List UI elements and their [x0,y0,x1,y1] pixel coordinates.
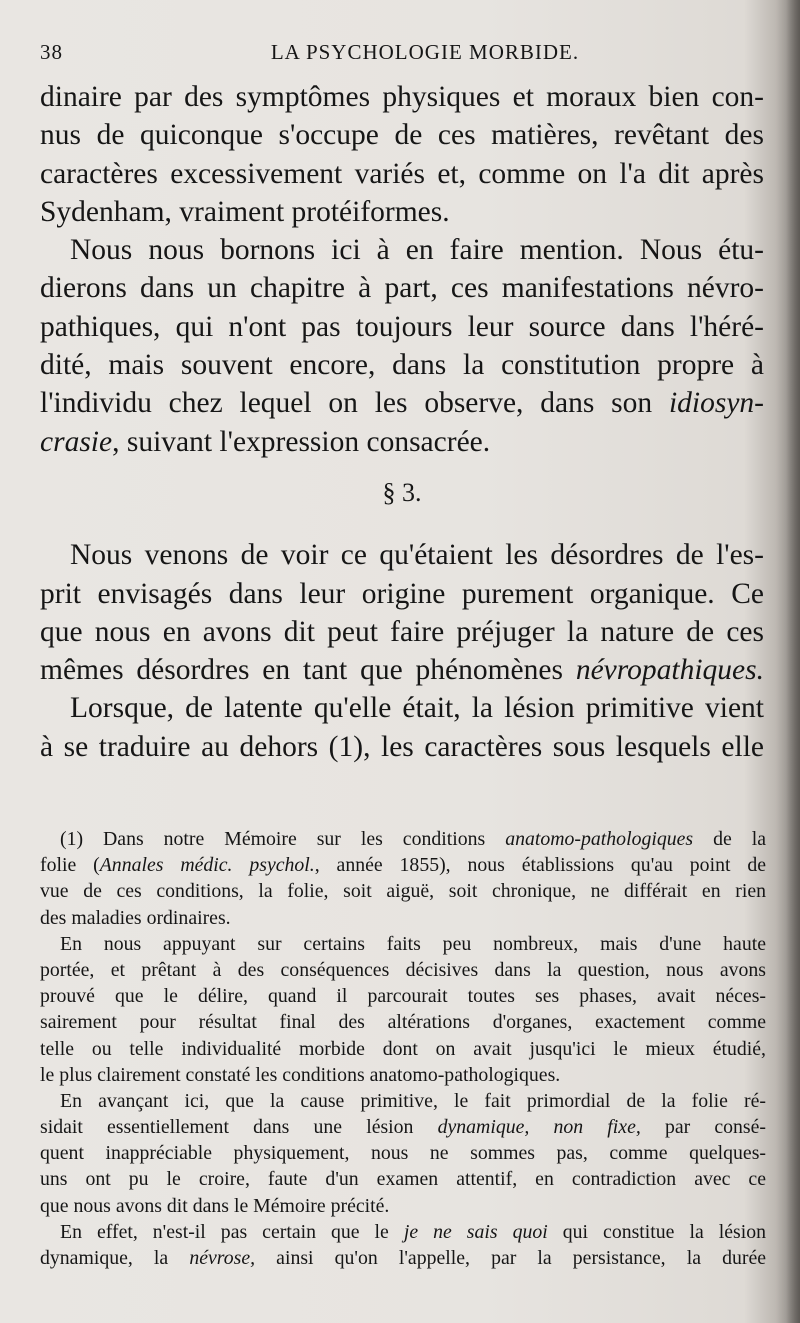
footnote-line: que nous avons dit dans le Mémoire précité. [40,1194,390,1217]
footnote-line: dynamique, la névrose, ainsi qu'on l'appelle, par la persistance, la durée [40,1247,767,1269]
italic-word: crasie [40,425,113,458]
italic-word: névropathiques. [575,654,765,687]
text-line: Sydenham, vraiment protéiformes. [40,195,450,228]
page-edge-shadow [786,0,800,1323]
text-line: dinaire par des symptômes physiques et moraux bien con- [40,81,764,113]
footnote-line: En effet, n'est-il pas certain que le je ne sais quoi qui constitue la lésion [60,1220,766,1243]
footnote-line: le plus clairement constaté les conditions anatomo-pathologiques. [40,1063,561,1086]
footnote-line: quent inappréciable physiquement, nous ne sommes pas, comme quelques- [40,1142,766,1165]
page-header [40,40,760,66]
footnote-line: En nous appuyant sur certains faits peu nombreux, mais d'une haute [60,932,766,955]
text-line: dierons dans un chapitre à part, ces manifestations névro- [40,272,764,305]
text-line: Nous venons de voir ce qu'étaient les désordres de l'es- [70,539,764,572]
footnote-line: (1) Dans notre Mémoire sur les conditions anatomo-pathologiques de la [60,828,766,850]
text-line: mêmes désordres en tant que phénomènes névropathiques. [40,654,765,687]
footnote-line: vue de ces conditions, la folie, soit aiguë, soit chronique, ne différait en rien [40,880,766,903]
text-line: nus de quiconque s'occupe de ces matières, revêtant des [40,119,764,152]
text-line: crasie, suivant l'expression consacrée. [40,425,491,458]
footnote-line: uns ont pu le croire, faute d'un examen attentif, en contradiction avec ce [40,1168,766,1191]
text-line: caractères excessivement variés et, comme on l'a dit après [40,157,764,190]
footnotes [40,826,766,1271]
page-number: 38 [40,40,63,64]
footnote-line: prouvé que le délire, quand il parcourait toutes ses phases, avait néces- [40,985,766,1008]
text-line: que nous en avons dit peut faire préjuger la nature de ces [40,615,764,648]
italic-word: idiosyn- [668,387,765,420]
footnote-line: sairement pour résultat final des altérations d'organes, exactement comme [40,1011,766,1034]
main-text [40,78,764,766]
text-line: Nous nous bornons ici à en faire mention. Nous étu- [70,234,764,267]
footnote-line: sidait essentiellement dans une lésion dynamique, non fixe, par consé- [40,1116,766,1139]
running-title: LA PSYCHOLOGIE MORBIDE. [270,40,580,64]
text-line: prit envisagés dans leur origine purement organique. Ce [40,577,764,610]
footnote-line: telle ou telle individualité morbide dont on avait jusqu'ici le mieux étudié, [40,1037,766,1060]
footnote-line: folie (Annales médic. psychol., année 1855), nous établissions qu'au point de [40,854,766,877]
text-line: pathiques, qui n'ont pas toujours leur source dans l'héré- [40,310,764,343]
footnote-line: En avançant ici, que la cause primitive, le fait primordial de la folie ré- [60,1089,766,1112]
text-line: Lorsque, de latente qu'elle était, la lésion primitive vient [70,692,764,725]
section-heading: § 3. [382,477,422,507]
footnote-line: portée, et prêtant à des conséquences décisives dans la question, nous avons [40,958,766,981]
footnote-line: des maladies ordinaires. [40,906,231,929]
text-line: l'individu chez lequel on les observe, dans son idiosyn- [40,387,765,420]
text-line: à se traduire au dehors (1), les caractères sous lesquels elle [40,730,764,763]
text-line: dité, mais souvent encore, dans la constitution propre à [40,349,764,382]
